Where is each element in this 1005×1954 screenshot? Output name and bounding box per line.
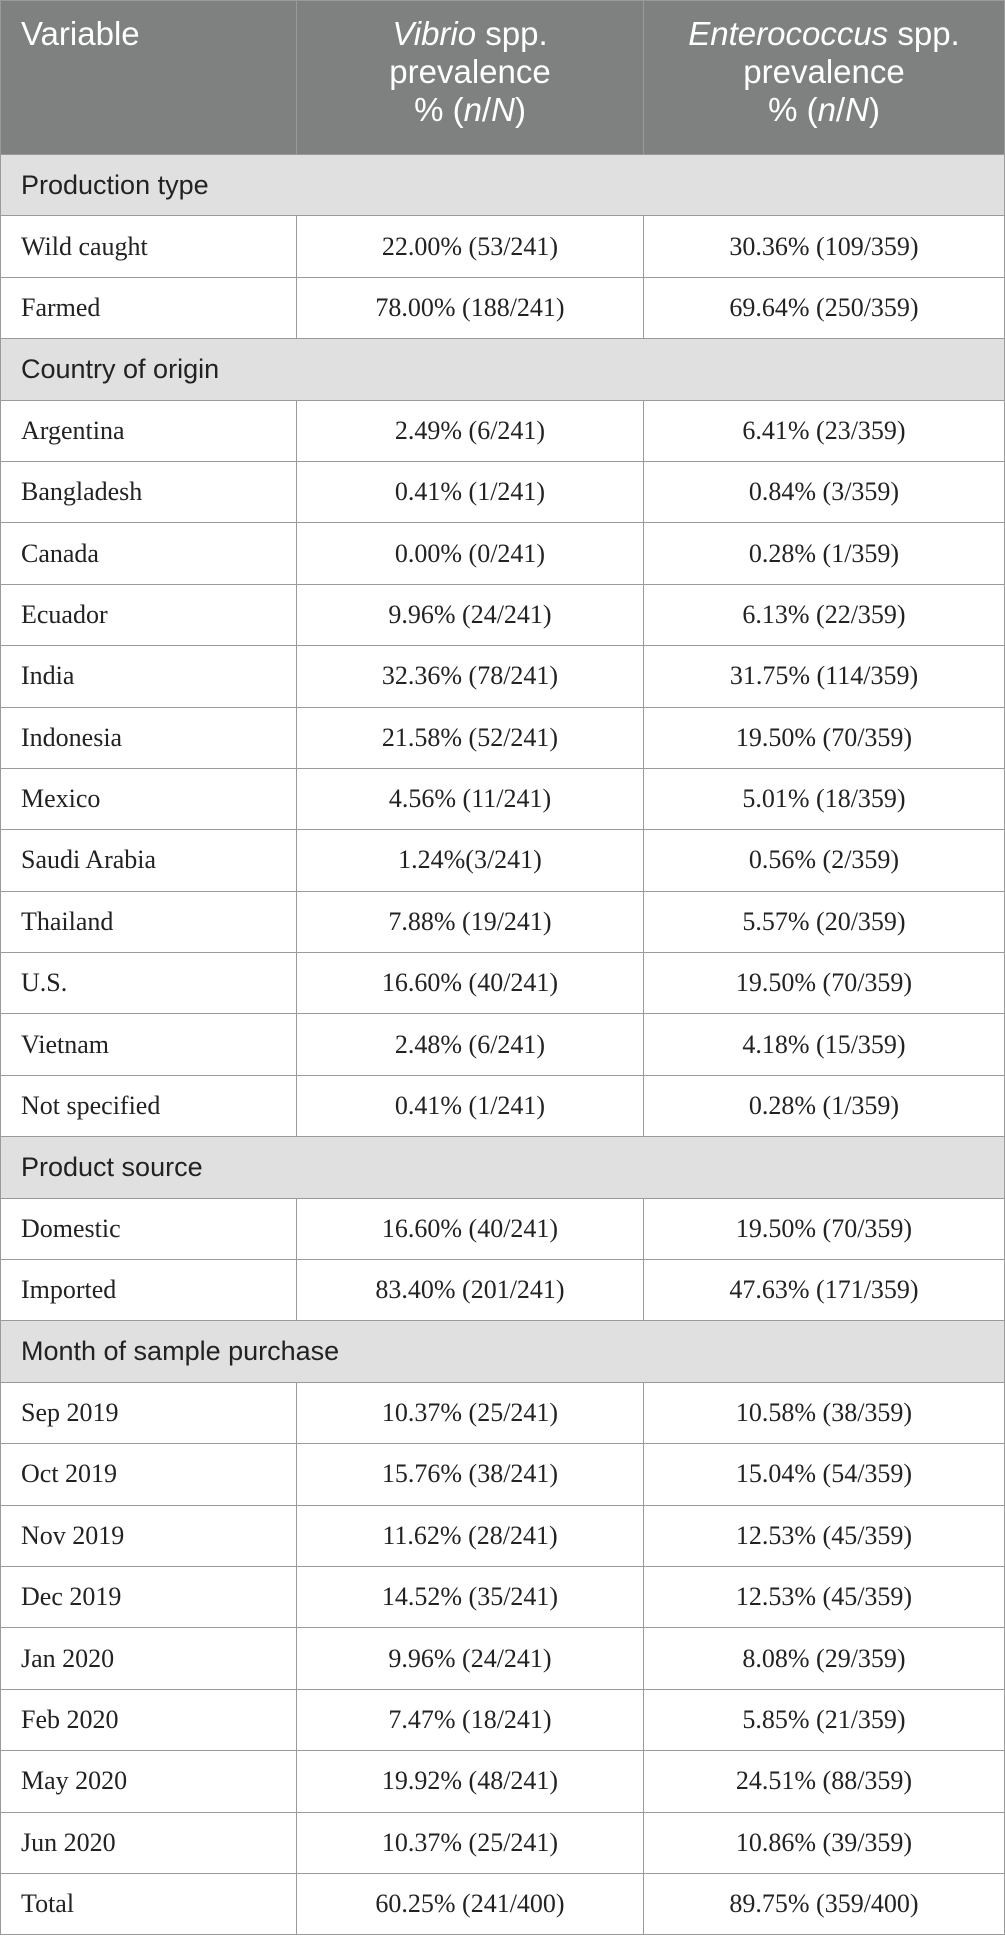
section-title: Country of origin: [1, 339, 1005, 400]
vibrio-value: 9.96% (24/241): [297, 1628, 644, 1689]
table-row: [1, 707, 1005, 768]
table-body: [1, 155, 1005, 1935]
section-title: Month of sample purchase: [1, 1321, 1005, 1382]
vibrio-value: 0.41% (1/241): [297, 1075, 644, 1136]
row-label: May 2020: [1, 1751, 297, 1812]
row-label: Farmed: [1, 277, 297, 338]
row-label: Canada: [1, 523, 297, 584]
row-label: Saudi Arabia: [1, 830, 297, 891]
table-row: [1, 1075, 1005, 1136]
table-row: [1, 1566, 1005, 1627]
vibrio-value: 1.24%(3/241): [297, 830, 644, 891]
section-title: Production type: [1, 155, 1005, 216]
table-row: [1, 277, 1005, 338]
enterococcus-value: 0.56% (2/359): [644, 830, 1005, 891]
enterococcus-value: 15.04% (54/359): [644, 1444, 1005, 1505]
enterococcus-value: 0.84% (3/359): [644, 461, 1005, 522]
table-row: [1, 768, 1005, 829]
section-row: [1, 1321, 1005, 1382]
enterococcus-value: 10.58% (38/359): [644, 1382, 1005, 1443]
table-row: [1, 584, 1005, 645]
row-label: Oct 2019: [1, 1444, 297, 1505]
row-label: Bangladesh: [1, 461, 297, 522]
vibrio-value: 78.00% (188/241): [297, 277, 644, 338]
enterococcus-value: 12.53% (45/359): [644, 1505, 1005, 1566]
vibrio-value: 32.36% (78/241): [297, 646, 644, 707]
table-row: [1, 461, 1005, 522]
table-row: [1, 1751, 1005, 1812]
vibrio-value: 14.52% (35/241): [297, 1566, 644, 1627]
vibrio-value: 16.60% (40/241): [297, 1198, 644, 1259]
vibrio-value: 22.00% (53/241): [297, 216, 644, 277]
enterococcus-value: 5.01% (18/359): [644, 768, 1005, 829]
row-label: U.S.: [1, 953, 297, 1014]
header-vibrio-prevalence: Vibrio spp. prevalence % (n/N): [297, 1, 644, 155]
row-label: Domestic: [1, 1198, 297, 1259]
enterococcus-value: 6.13% (22/359): [644, 584, 1005, 645]
enterococcus-value: 24.51% (88/359): [644, 1751, 1005, 1812]
table-row: [1, 1505, 1005, 1566]
row-label: Ecuador: [1, 584, 297, 645]
table-row: [1, 1198, 1005, 1259]
row-label: Imported: [1, 1260, 297, 1321]
enterococcus-value: 19.50% (70/359): [644, 707, 1005, 768]
vibrio-value: 9.96% (24/241): [297, 584, 644, 645]
enterococcus-value: 47.63% (171/359): [644, 1260, 1005, 1321]
row-label: Vietnam: [1, 1014, 297, 1075]
header-variable: Variable: [1, 1, 297, 155]
enterococcus-value: 0.28% (1/359): [644, 523, 1005, 584]
table-row: [1, 1628, 1005, 1689]
enterococcus-value: 30.36% (109/359): [644, 216, 1005, 277]
row-label: Nov 2019: [1, 1505, 297, 1566]
enterococcus-value: 69.64% (250/359): [644, 277, 1005, 338]
table-row: [1, 1014, 1005, 1075]
row-label: India: [1, 646, 297, 707]
section-row: [1, 339, 1005, 400]
enterococcus-value: 0.28% (1/359): [644, 1075, 1005, 1136]
table-row: [1, 1689, 1005, 1750]
vibrio-value: 19.92% (48/241): [297, 1751, 644, 1812]
section-row: [1, 155, 1005, 216]
enterococcus-value: 31.75% (114/359): [644, 646, 1005, 707]
table-row: [1, 523, 1005, 584]
table-header-row: [1, 1, 1005, 155]
enterococcus-value: 8.08% (29/359): [644, 1628, 1005, 1689]
table-row: [1, 1260, 1005, 1321]
section-row: [1, 1137, 1005, 1198]
vibrio-value: 0.00% (0/241): [297, 523, 644, 584]
vibrio-value: 10.37% (25/241): [297, 1382, 644, 1443]
vibrio-value: 2.48% (6/241): [297, 1014, 644, 1075]
vibrio-value: 15.76% (38/241): [297, 1444, 644, 1505]
enterococcus-value: 5.85% (21/359): [644, 1689, 1005, 1750]
row-label: Wild caught: [1, 216, 297, 277]
vibrio-value: 4.56% (11/241): [297, 768, 644, 829]
vibrio-value: 7.88% (19/241): [297, 891, 644, 952]
row-label: Indonesia: [1, 707, 297, 768]
enterococcus-value: 5.57% (20/359): [644, 891, 1005, 952]
row-label: Thailand: [1, 891, 297, 952]
table-row: [1, 400, 1005, 461]
enterococcus-value: 6.41% (23/359): [644, 400, 1005, 461]
vibrio-value: 83.40% (201/241): [297, 1260, 644, 1321]
vibrio-value: 11.62% (28/241): [297, 1505, 644, 1566]
vibrio-value: 0.41% (1/241): [297, 461, 644, 522]
table-row: [1, 1812, 1005, 1873]
header-enterococcus-prevalence: Enterococcus spp. prevalence % (n/N): [644, 1, 1005, 155]
table-row: [1, 216, 1005, 277]
section-title: Product source: [1, 1137, 1005, 1198]
row-label: Jun 2020: [1, 1812, 297, 1873]
row-label: Sep 2019: [1, 1382, 297, 1443]
vibrio-value: 2.49% (6/241): [297, 400, 644, 461]
total-label: Total: [1, 1873, 297, 1934]
row-label: Feb 2020: [1, 1689, 297, 1750]
vibrio-value: 21.58% (52/241): [297, 707, 644, 768]
vibrio-value: 7.47% (18/241): [297, 1689, 644, 1750]
enterococcus-value: 4.18% (15/359): [644, 1014, 1005, 1075]
enterococcus-value: 19.50% (70/359): [644, 953, 1005, 1014]
enterococcus-value: 12.53% (45/359): [644, 1566, 1005, 1627]
table-row: [1, 646, 1005, 707]
row-label: Mexico: [1, 768, 297, 829]
table-row: [1, 830, 1005, 891]
enterococcus-value: 10.86% (39/359): [644, 1812, 1005, 1873]
table-row: [1, 891, 1005, 952]
row-label: Dec 2019: [1, 1566, 297, 1627]
vibrio-value: 10.37% (25/241): [297, 1812, 644, 1873]
table-row: [1, 1444, 1005, 1505]
row-label: Jan 2020: [1, 1628, 297, 1689]
total-enterococcus-value: 89.75% (359/400): [644, 1873, 1005, 1934]
vibrio-value: 16.60% (40/241): [297, 953, 644, 1014]
total-row: [1, 1873, 1005, 1934]
table-row: [1, 1382, 1005, 1443]
row-label: Argentina: [1, 400, 297, 461]
row-label: Not specified: [1, 1075, 297, 1136]
table-row: [1, 953, 1005, 1014]
total-vibrio-value: 60.25% (241/400): [297, 1873, 644, 1934]
enterococcus-value: 19.50% (70/359): [644, 1198, 1005, 1259]
